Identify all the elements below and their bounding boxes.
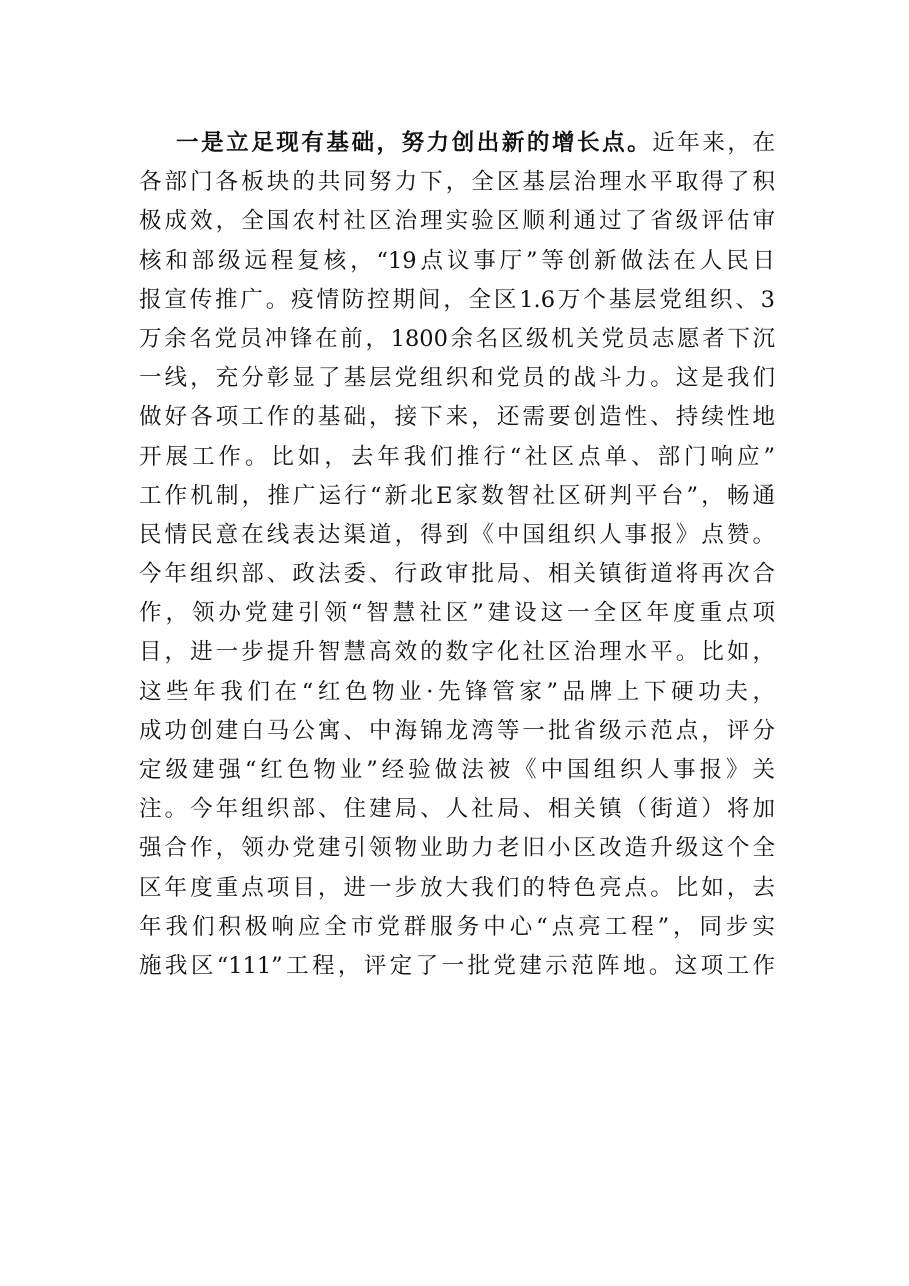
paragraph-line: 区年度重点项目，进一步放大我们的特色亮点。比如，去 bbox=[139, 874, 775, 901]
paragraph-line: 核和部级远程复核，“19点议事厅”等创新做法在人民日 bbox=[139, 247, 775, 274]
paragraph-line-text: 近年来，在 bbox=[652, 130, 775, 156]
paragraph-line: 强合作，领办党建引领物业助力老旧小区改造升级这个全 bbox=[139, 835, 775, 862]
paragraph-line: 各部门各板块的共同努力下，全区基层治理水平取得了积 bbox=[139, 169, 775, 196]
paragraph-line: 极成效，全国农村社区治理实验区顺利通过了省级评估审 bbox=[139, 208, 775, 235]
paragraph-lead-heading: 一是立足现有基础，努力创出新的增长点。 bbox=[176, 130, 653, 156]
paragraph-line: 定级建强“红色物业”经验做法被《中国组织人事报》关 bbox=[139, 757, 775, 783]
paragraph-line bbox=[139, 124, 775, 163]
paragraph-line: 施我区“111”工程，评定了一批党建示范阵地。这项工作 bbox=[139, 952, 775, 979]
paragraph-line: 万余名党员冲锋在前，1800余名区级机关党员志愿者下沉 bbox=[139, 325, 775, 352]
paragraph-line: 报宣传推广。疫情防控期间，全区1.6万个基层党组织、3 bbox=[139, 286, 775, 313]
paragraph-line: 成功创建白马公寓、中海锦龙湾等一批省级示范点，评分 bbox=[139, 717, 775, 744]
paragraph-line: 一线，充分彰显了基层党组织和党员的战斗力。这是我们 bbox=[139, 365, 775, 392]
paragraph-line: 民情民意在线表达渠道，得到《中国组织人事报》点赞。 bbox=[139, 521, 775, 548]
paragraph-line: 这些年我们在“红色物业·先锋管家”品牌上下硬功夫， bbox=[139, 678, 775, 705]
paragraph-line: 开展工作。比如，去年我们推行“社区点单、部门响应” bbox=[139, 443, 775, 470]
paragraph-line: 今年组织部、政法委、行政审批局、相关镇街道将再次合 bbox=[139, 561, 775, 588]
paragraph-line: 做好各项工作的基础，接下来，还需要创造性、持续性地 bbox=[139, 404, 775, 431]
paragraph-line: 工作机制，推广运行“新北E家数智社区研判平台”，畅通 bbox=[139, 482, 775, 509]
body-paragraph bbox=[139, 124, 775, 986]
paragraph-line: 注。今年组织部、住建局、人社局、相关镇（街道）将加 bbox=[139, 796, 775, 823]
paragraph-line: 作，领办党建引领“智慧社区”建设这一全区年度重点项 bbox=[139, 600, 775, 627]
paragraph-line: 年我们积极响应全市党群服务中心“点亮工程”，同步实 bbox=[139, 913, 775, 940]
paragraph-line: 目，进一步提升智慧高效的数字化社区治理水平。比如， bbox=[139, 639, 775, 666]
